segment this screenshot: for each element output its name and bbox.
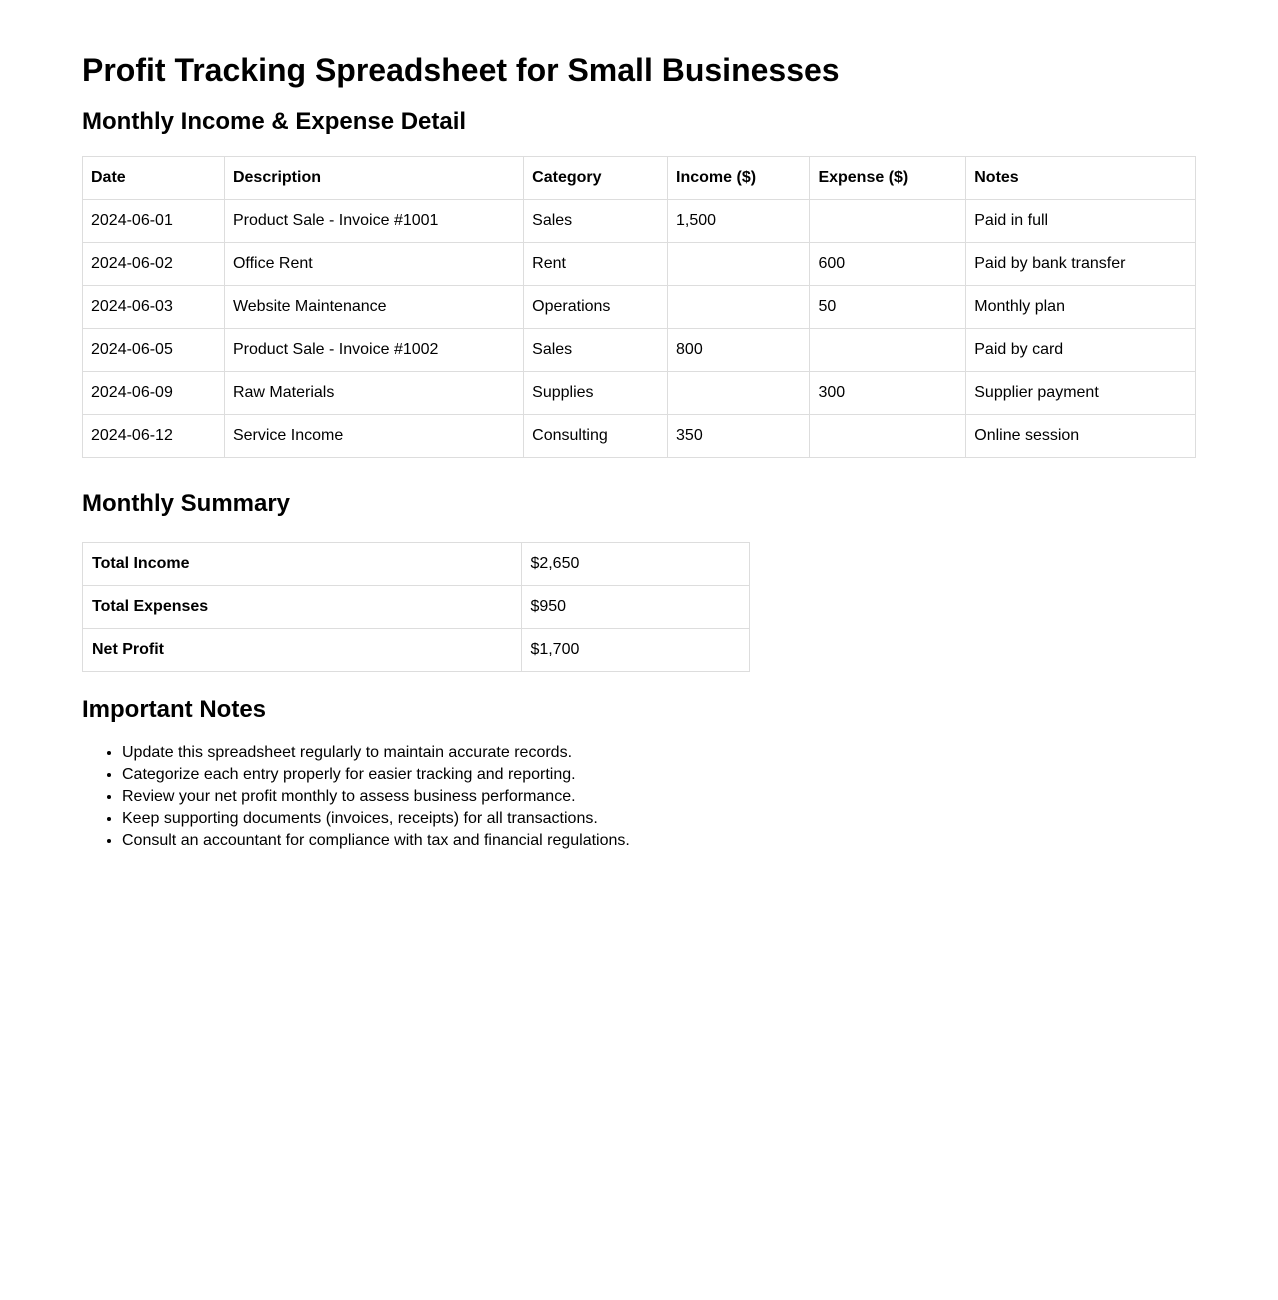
cell-expense xyxy=(810,200,966,243)
cell-notes: Monthly plan xyxy=(966,286,1196,329)
cell-description: Raw Materials xyxy=(224,372,523,415)
summary-row-net-profit xyxy=(83,629,750,672)
cell-description: Product Sale - Invoice #1002 xyxy=(224,329,523,372)
summary-table xyxy=(82,542,750,672)
cell-income: 1,500 xyxy=(668,200,810,243)
cell-notes: Online session xyxy=(966,415,1196,458)
cell-income xyxy=(668,286,810,329)
cell-expense: 300 xyxy=(810,372,966,415)
column-header-income: Income ($) xyxy=(668,157,810,200)
summary-row-total-expenses xyxy=(83,586,750,629)
cell-category: Sales xyxy=(524,200,668,243)
column-header-notes: Notes xyxy=(966,157,1196,200)
cell-notes: Supplier payment xyxy=(966,372,1196,415)
list-item: • Consult an accountant for compliance with tax and financial regulations. xyxy=(122,830,1196,852)
list-item: • Categorize each entry properly for easier tracking and reporting. xyxy=(122,764,1196,786)
table-header-row xyxy=(83,157,1196,200)
cell-expense: 50 xyxy=(810,286,966,329)
page-title: Profit Tracking Spreadsheet for Small Businesses xyxy=(82,52,840,88)
list-item: • Update this spreadsheet regularly to maintain accurate records. xyxy=(122,742,1196,764)
cell-expense xyxy=(810,415,966,458)
table-row xyxy=(83,329,1196,372)
summary-value: $950 xyxy=(522,586,750,629)
summary-label: Total Income xyxy=(83,543,522,586)
notes-heading: Important Notes xyxy=(82,696,267,723)
list-item: • Review your net profit monthly to assess business performance. xyxy=(122,786,1196,808)
cell-income: 350 xyxy=(668,415,810,458)
summary-value: $1,700 xyxy=(522,629,750,672)
cell-description: Website Maintenance xyxy=(224,286,523,329)
table-row xyxy=(83,415,1196,458)
notes-list xyxy=(82,742,1196,852)
cell-date: 2024-06-12 xyxy=(83,415,225,458)
cell-category: Rent xyxy=(524,243,668,286)
cell-category: Operations xyxy=(524,286,668,329)
summary-label: Net Profit xyxy=(83,629,522,672)
cell-category: Consulting xyxy=(524,415,668,458)
cell-income xyxy=(668,372,810,415)
cell-notes: Paid by bank transfer xyxy=(966,243,1196,286)
cell-expense: 600 xyxy=(810,243,966,286)
cell-notes: Paid in full xyxy=(966,200,1196,243)
cell-category: Supplies xyxy=(524,372,668,415)
cell-description: Service Income xyxy=(224,415,523,458)
cell-description: Office Rent xyxy=(224,243,523,286)
summary-value: $2,650 xyxy=(522,543,750,586)
table-row xyxy=(83,243,1196,286)
column-header-category: Category xyxy=(524,157,668,200)
summary-label: Total Expenses xyxy=(83,586,522,629)
column-header-description: Description xyxy=(224,157,523,200)
detail-heading: Monthly Income & Expense Detail xyxy=(82,108,467,135)
list-item: • Keep supporting documents (invoices, receipts) for all transactions. xyxy=(122,808,1196,830)
cell-description: Product Sale - Invoice #1001 xyxy=(224,200,523,243)
column-header-date: Date xyxy=(83,157,225,200)
cell-notes: Paid by card xyxy=(966,329,1196,372)
cell-date: 2024-06-03 xyxy=(83,286,225,329)
summary-row-total-income xyxy=(83,543,750,586)
cell-date: 2024-06-09 xyxy=(83,372,225,415)
summary-heading: Monthly Summary xyxy=(82,490,291,517)
cell-date: 2024-06-02 xyxy=(83,243,225,286)
table-row xyxy=(83,200,1196,243)
cell-income: 800 xyxy=(668,329,810,372)
table-row xyxy=(83,286,1196,329)
income-expense-table xyxy=(82,156,1196,458)
cell-income xyxy=(668,243,810,286)
table-row xyxy=(83,372,1196,415)
cell-date: 2024-06-05 xyxy=(83,329,225,372)
cell-date: 2024-06-01 xyxy=(83,200,225,243)
column-header-expense: Expense ($) xyxy=(810,157,966,200)
cell-category: Sales xyxy=(524,329,668,372)
cell-expense xyxy=(810,329,966,372)
